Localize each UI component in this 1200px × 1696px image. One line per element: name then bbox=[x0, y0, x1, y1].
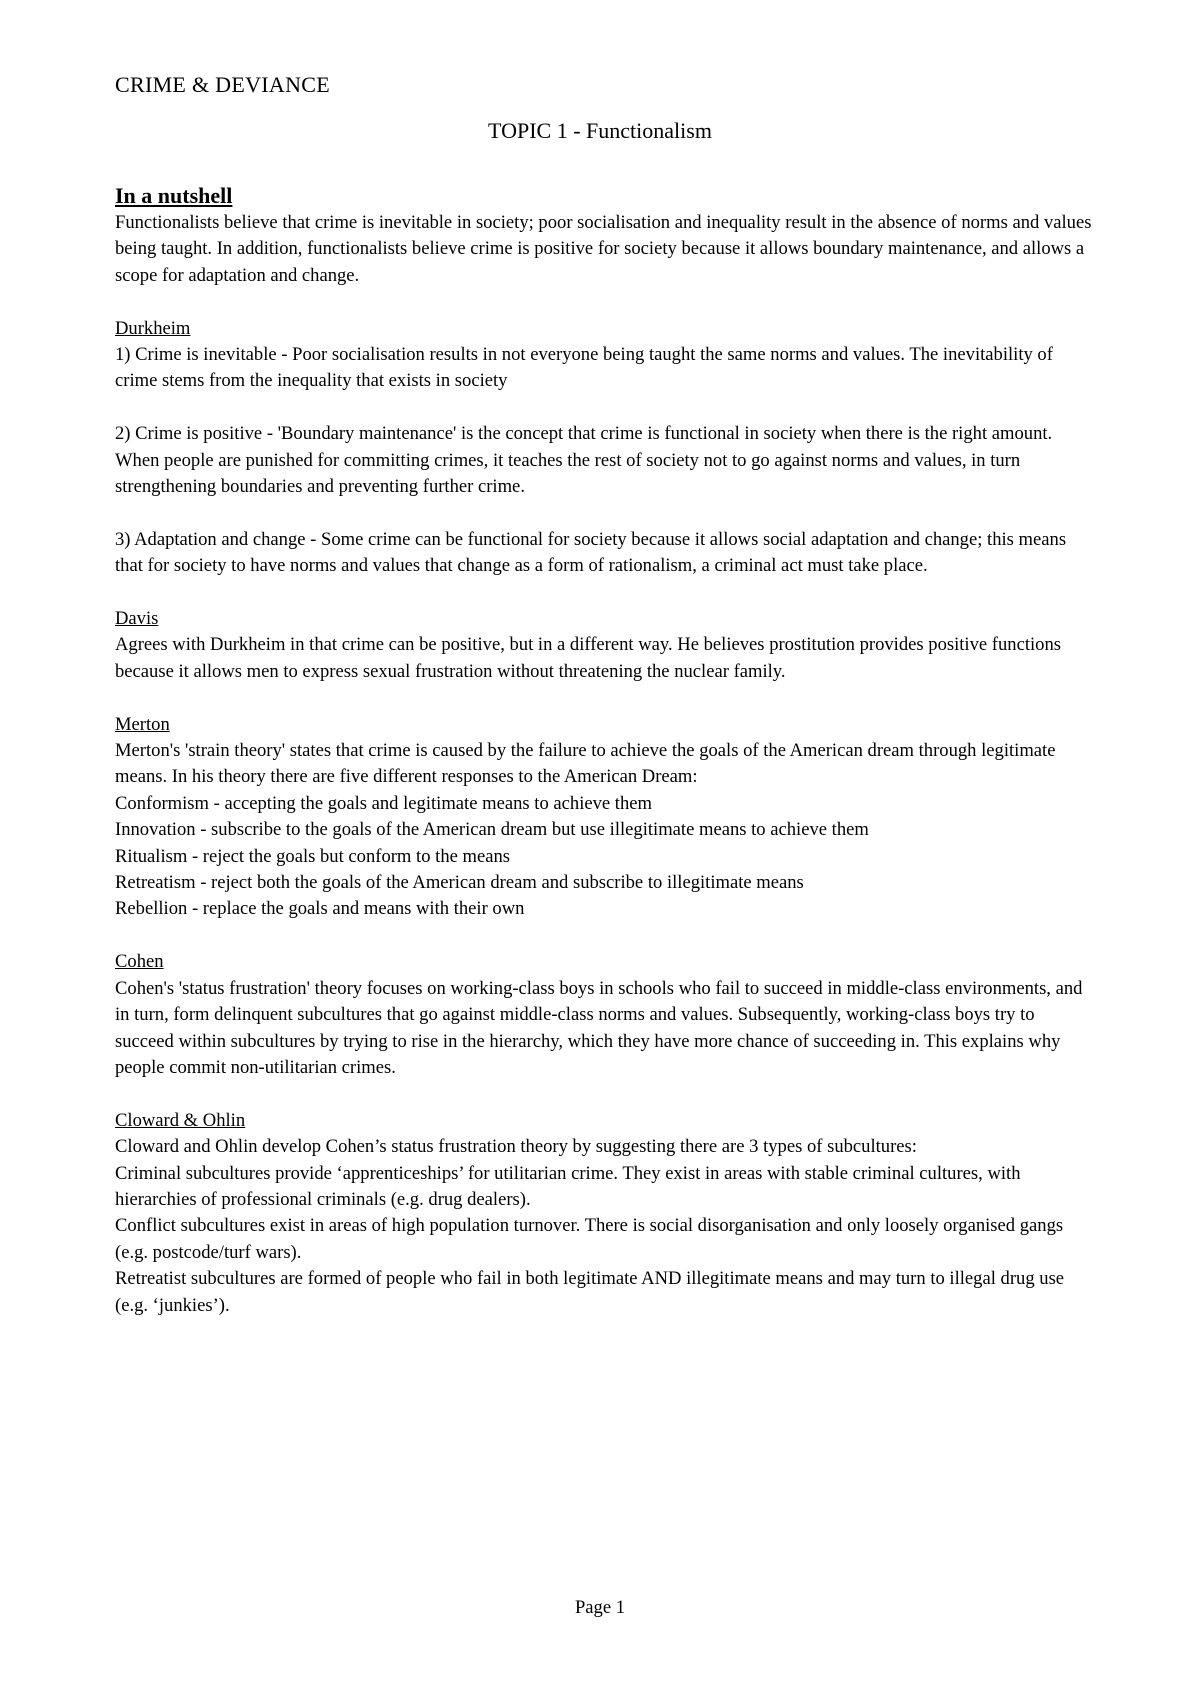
topic-heading: TOPIC 1 - Functionalism bbox=[488, 118, 712, 143]
merton-response-innovation: Innovation - subscribe to the goals of the American dream but use illegitimate means to achieve them bbox=[115, 819, 869, 841]
merton-response-ritualism: Ritualism - reject the goals but conform to the means bbox=[115, 845, 511, 867]
durkheim-point-2: 2) Crime is positive - 'Boundary maintenance' is the concept that crime is functional in society when there is the right amount. When people are punished for committing crimes, it teaches the rest of society not to go against norms and values, in turn strengthening boundaries and preventing further crime. bbox=[115, 423, 1053, 498]
davis-paragraph: Agrees with Durkheim in that crime can be positive, but in a different way. He believes prostitution provides positive functions because it allows men to express sexual frustration without threatening the nuclear family. bbox=[115, 634, 1061, 682]
section-heading-merton: Merton bbox=[115, 713, 170, 735]
spacer bbox=[115, 685, 1095, 711]
section-heading-davis: Davis bbox=[115, 608, 159, 630]
cloward-ohlin-criminal: Criminal subcultures provide ‘apprenticeships’ for utilitarian crime. They exist in areas with stable criminal cultures, with hierarchies of professional criminals (e.g. drug dealers). bbox=[115, 1162, 1021, 1210]
cloward-ohlin-conflict: Conflict subcultures exist in areas of high population turnover. There is social disorganisation and only loosely organised gangs (e.g. postcode/turf wars). bbox=[115, 1215, 1064, 1263]
merton-response-conformism: Conformism - accepting the goals and legitimate means to achieve them bbox=[115, 792, 652, 814]
spacer bbox=[115, 923, 1095, 949]
durkheim-point-3: 3) Adaptation and change - Some crime can be functional for society because it allows social adaptation and change; this means that for society to have norms and values that change as a form of rationalism, a criminal act must take place. bbox=[115, 528, 1067, 577]
cohen-paragraph: Cohen's 'status frustration' theory focuses on working-class boys in schools who fail to succeed in middle-class environments, and in turn, form delinquent subcultures that go against middle-class norms and values. Subsequently, working-class boys try to succeed within subcultures by trying to rise in the hierarchy, which they have more chance of succeeding in. This explains why people commit non-utilitarian crimes. bbox=[115, 977, 1083, 1078]
durkheim-point-1: 1) Crime is inevitable - Poor socialisation results in not everyone being taught the same norms and values. The inevitability of crime stems from the inequality that exists in society bbox=[115, 344, 1053, 392]
section-heading-cohen: Cohen bbox=[115, 951, 164, 973]
section-heading-cloward-ohlin: Cloward & Ohlin bbox=[115, 1109, 246, 1131]
page-number: Page 1 bbox=[574, 1597, 626, 1618]
cloward-ohlin-retreatist: Retreatist subcultures are formed of people who fail in both legitimate AND illegitimate means and may turn to illegal drug use (e.g. ‘junkies’). bbox=[115, 1268, 1065, 1316]
spacer bbox=[115, 580, 1095, 606]
spacer bbox=[115, 395, 1095, 421]
section-heading-durkheim: Durkheim bbox=[115, 317, 191, 339]
cloward-ohlin-intro: Cloward and Ohlin develop Cohen’s status frustration theory by suggesting there are 3 types of subcultures: bbox=[115, 1136, 917, 1158]
spacer bbox=[115, 500, 1095, 526]
merton-paragraph: Merton's 'strain theory' states that crime is caused by the failure to achieve the goals of the American dream through legitimate means. In his theory there are five different responses to the American Dream: bbox=[115, 740, 1056, 788]
spacer bbox=[115, 1081, 1095, 1107]
intro-paragraph: Functionalists believe that crime is inevitable in society; poor socialisation and inequality result in the absence of norms and values being taught. In addition, functionalists believe crime is positive for society because it allows boundary maintenance, and allows a scope for adaptation and change. bbox=[115, 212, 1092, 286]
merton-response-rebellion: Rebellion - replace the goals and means with their own bbox=[115, 898, 525, 920]
spacer bbox=[115, 289, 1095, 315]
intro-heading: In a nutshell bbox=[115, 183, 233, 208]
document-title: CRIME & DEVIANCE bbox=[115, 72, 331, 97]
document-body bbox=[115, 182, 1095, 1319]
merton-response-retreatism: Retreatism - reject both the goals of the American dream and subscribe to illegitimate means bbox=[115, 872, 804, 894]
